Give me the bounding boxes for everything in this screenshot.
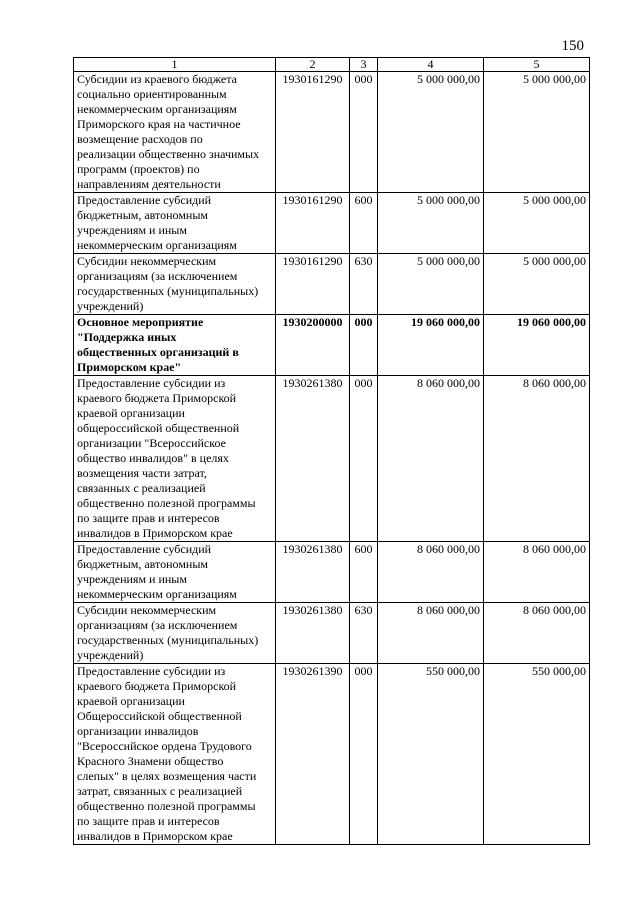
row-target-code: 1930161290	[276, 72, 350, 193]
row-amount-1: 8 060 000,00	[378, 376, 484, 542]
row-amount-1: 8 060 000,00	[378, 603, 484, 664]
row-target-code: 1930200000	[276, 315, 350, 376]
row-name: Предоставление субсидии из краевого бюджета Приморской краевой организации общероссийской общественной организации "Всероссийское общество инвалидов" в целях возмещения части затрат, связанных с реализацией общественно полезной программы по защите прав и интересов инвалидов в Приморском крае	[74, 376, 276, 542]
row-expense-type: 600	[350, 542, 378, 603]
table-row	[74, 603, 590, 664]
col-header-4: 4	[378, 58, 484, 72]
row-name: Субсидии из краевого бюджета социально ориентированным некоммерческим организациям Приморского края на частичное возмещение расходов по реализации общественно значимых программ (проектов) по направлениям деятельности	[74, 72, 276, 193]
table-row-main-event	[74, 315, 590, 376]
row-name: Предоставление субсидий бюджетным, автономным учреждениям и иным некоммерческим организациям	[74, 193, 276, 254]
row-target-code: 1930161290	[276, 254, 350, 315]
col-header-3: 3	[350, 58, 378, 72]
row-name: Субсидии некоммерческим организациям (за исключением государственных (муниципальных) учреждений)	[74, 254, 276, 315]
row-amount-1: 550 000,00	[378, 664, 484, 845]
row-amount-2: 8 060 000,00	[484, 376, 590, 542]
row-amount-1: 5 000 000,00	[378, 72, 484, 193]
table-row	[74, 542, 590, 603]
row-name: Субсидии некоммерческим организациям (за исключением государственных (муниципальных) учреждений)	[74, 603, 276, 664]
row-amount-2: 550 000,00	[484, 664, 590, 845]
row-expense-type: 600	[350, 193, 378, 254]
row-name: Основное мероприятие "Поддержка иных общественных организаций в Приморском крае"	[74, 315, 276, 376]
col-header-5: 5	[484, 58, 590, 72]
row-target-code: 1930261380	[276, 542, 350, 603]
header-row	[74, 58, 590, 72]
row-amount-2: 8 060 000,00	[484, 542, 590, 603]
row-target-code: 1930261380	[276, 376, 350, 542]
row-amount-1: 5 000 000,00	[378, 254, 484, 315]
row-target-code: 1930261390	[276, 664, 350, 845]
row-target-code: 1930261380	[276, 603, 350, 664]
row-expense-type: 000	[350, 664, 378, 845]
table-row	[74, 664, 590, 845]
table-row	[74, 376, 590, 542]
row-target-code: 1930161290	[276, 193, 350, 254]
row-amount-2: 5 000 000,00	[484, 72, 590, 193]
table-row	[74, 193, 590, 254]
row-expense-type: 630	[350, 603, 378, 664]
row-name: Предоставление субсидий бюджетным, автономным учреждениям и иным некоммерческим организациям	[74, 542, 276, 603]
row-expense-type: 000	[350, 315, 378, 376]
budget-table	[73, 57, 590, 845]
table-row	[74, 254, 590, 315]
table-row	[74, 72, 590, 193]
row-amount-2: 5 000 000,00	[484, 193, 590, 254]
row-amount-2: 19 060 000,00	[484, 315, 590, 376]
page-number: 150	[561, 38, 584, 54]
row-name: Предоставление субсидии из краевого бюджета Приморской краевой организации Общероссийской общественной организации инвалидов "Всероссийское ордена Трудового Красного Знамени общество слепых" в целях возмещения части затрат, связанных с реализацией общественно полезной программы по защите прав и интересов инвалидов в Приморском крае	[74, 664, 276, 845]
row-expense-type: 630	[350, 254, 378, 315]
row-amount-1: 8 060 000,00	[378, 542, 484, 603]
row-amount-1: 5 000 000,00	[378, 193, 484, 254]
col-header-2: 2	[276, 58, 350, 72]
row-expense-type: 000	[350, 72, 378, 193]
col-header-1: 1	[74, 58, 276, 72]
row-amount-1: 19 060 000,00	[378, 315, 484, 376]
row-amount-2: 8 060 000,00	[484, 603, 590, 664]
row-expense-type: 000	[350, 376, 378, 542]
row-amount-2: 5 000 000,00	[484, 254, 590, 315]
